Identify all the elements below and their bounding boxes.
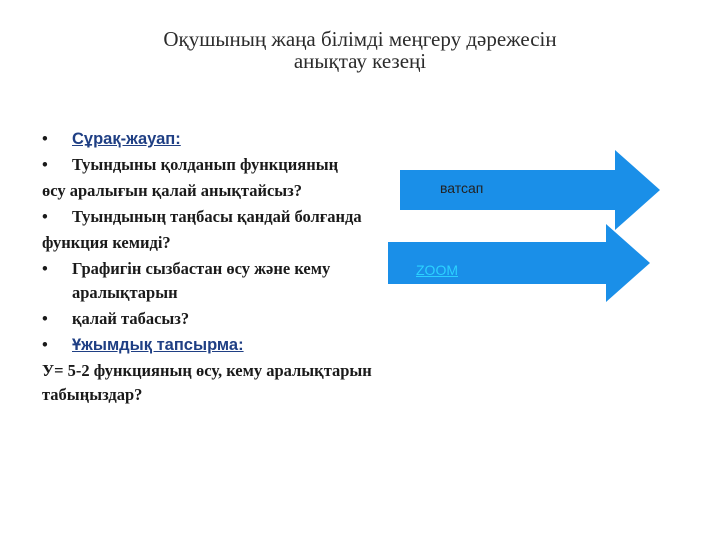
slide-title	[120, 28, 600, 72]
paragraph-text: функция кемиді?	[42, 233, 171, 252]
list-item-text: Графигін сызбастан өсу және кему аралықтарын	[72, 259, 331, 302]
whatsapp-arrow-button[interactable]	[400, 150, 660, 230]
bullet-icon: •	[42, 335, 48, 354]
title-line-1: Оқушының жаңа білімді меңгеру дәрежесін	[163, 27, 557, 51]
list-item	[42, 127, 412, 151]
question-answer-link[interactable]: Сұрақ-жауап:	[72, 130, 181, 148]
list-item	[42, 153, 412, 177]
bullet-icon: •	[42, 309, 48, 328]
zoom-link[interactable]: ZOOM	[416, 262, 458, 278]
bullet-icon: •	[42, 129, 48, 148]
list-item-text: Туындының таңбасы қандай болғанда	[72, 207, 362, 226]
list-item-text: қалай табасыз?	[72, 309, 190, 328]
list-item	[42, 333, 412, 357]
right-arrow-icon	[400, 150, 660, 230]
paragraph-text: өсу аралығын қалай анықтайсыз?	[42, 181, 303, 200]
group-task-link[interactable]: Ұжымдық тапсырма:	[72, 336, 244, 354]
list-item	[42, 205, 412, 229]
question-list	[42, 127, 412, 407]
title-line-2: анықтау кезеңі	[293, 49, 427, 73]
list-item	[42, 307, 412, 331]
bullet-icon: •	[42, 259, 48, 278]
bullet-icon: •	[42, 207, 48, 226]
whatsapp-label[interactable]: ватсап	[440, 180, 484, 196]
list-item	[42, 257, 412, 305]
list-item-text: Туындыны қолданып функцияның	[72, 155, 339, 174]
bullet-icon: •	[42, 155, 48, 174]
paragraph-text: У= 5-2 функцияның өсу, кему аралықтарын табыңыздар?	[42, 361, 372, 404]
